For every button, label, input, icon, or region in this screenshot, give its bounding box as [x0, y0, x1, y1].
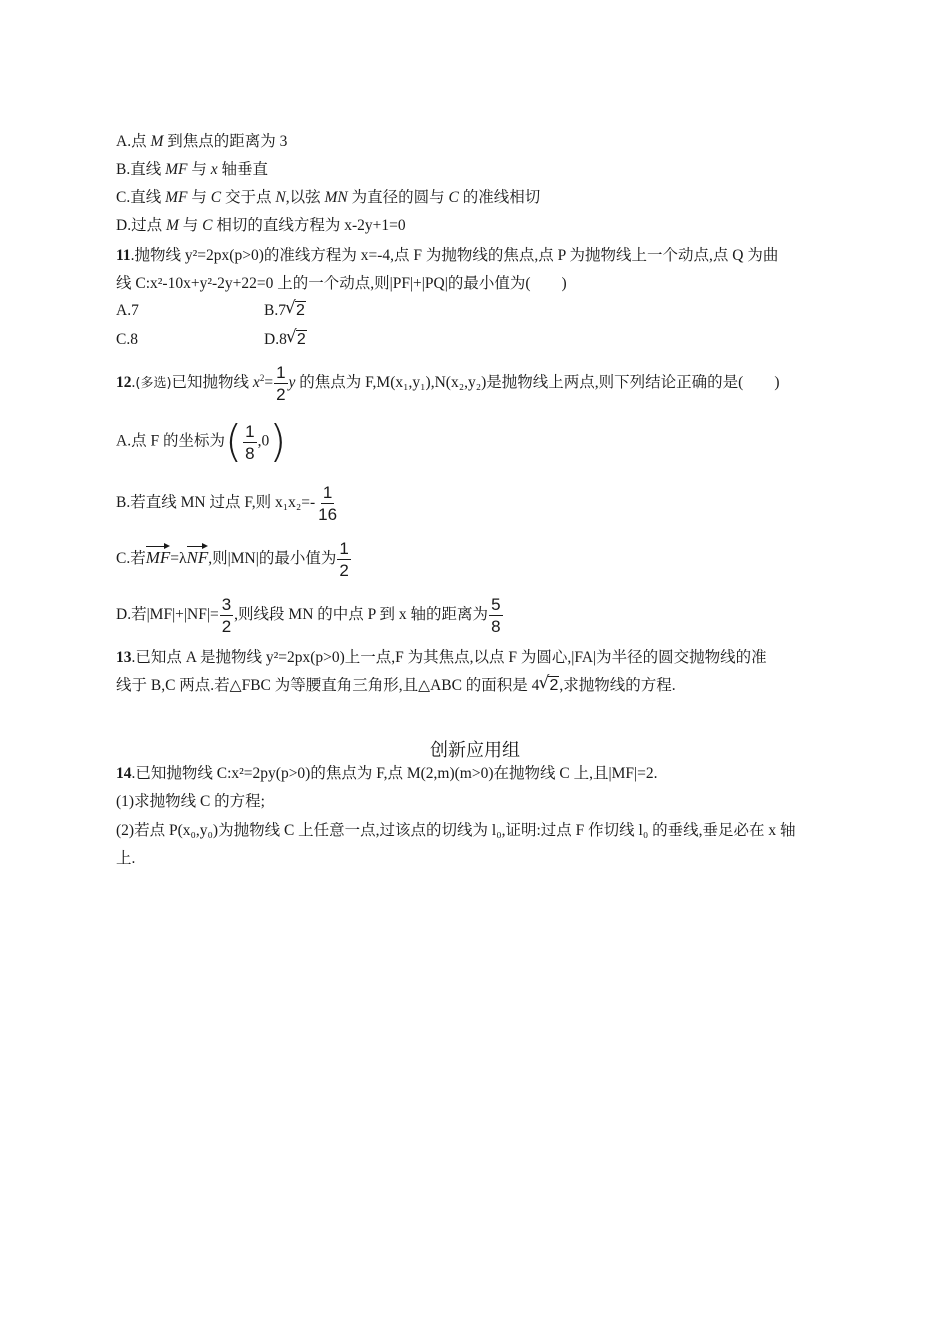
- numerator: 1: [322, 483, 333, 502]
- math-var: MF: [165, 161, 188, 178]
- text: .已知抛物线 C:x²=2py(p>0)的焦点为 F,点 M(2,m)(m>0)在抛物线 C 上,且|MF|=2.: [131, 765, 658, 782]
- denominator: 2: [276, 385, 286, 404]
- q11-stem-line2: [116, 274, 567, 294]
- text: B.若直线 MN 过点 F,则 x₁x₂=-: [116, 494, 316, 512]
- denominator: 8: [491, 617, 501, 636]
- fraction: [316, 482, 339, 525]
- text: 线于 B,C 两点.若△FBC 为等腰直角三角形,且△ABC 的面积是 4: [116, 677, 540, 694]
- q14-sub2-line2: [116, 849, 135, 869]
- text: 的准线相切: [458, 189, 541, 206]
- text: 轴垂直: [217, 161, 269, 178]
- text: 线 C:x²-10x+y²-2y+22=0 上的一个动点,则|PF|+|PQ|的最小值为( ): [116, 275, 567, 292]
- radicand: 2: [296, 331, 306, 348]
- equation: x-2y+1=0: [344, 217, 406, 234]
- fraction: [337, 538, 350, 581]
- math-var: y: [288, 374, 296, 392]
- math-var: N: [275, 189, 286, 206]
- text: D.过点: [116, 217, 166, 234]
- math-var: M: [165, 217, 179, 234]
- numerator: 1: [339, 539, 349, 558]
- text: 与: [178, 217, 203, 234]
- text: 的焦点为 F,M(x₁,y₁),N(x₂,y₂)是抛物线上两点,则下列结论正确的是( ): [295, 374, 780, 392]
- text: =: [264, 374, 274, 392]
- question-number: 12: [116, 374, 132, 392]
- math-var: MF: [165, 189, 188, 206]
- q14-stem: [116, 764, 657, 784]
- text: 上.: [116, 850, 136, 867]
- q12-option-d: [116, 594, 504, 637]
- fraction: [243, 421, 256, 464]
- text: C.若: [116, 550, 146, 568]
- radical: [539, 676, 559, 696]
- fraction: [220, 594, 233, 637]
- vector-nf: NF: [187, 544, 209, 568]
- text: =λ: [170, 550, 187, 568]
- denominator: 8: [245, 443, 255, 463]
- left-paren: (: [224, 416, 243, 467]
- superscript: 2: [259, 372, 265, 383]
- text: B.直线: [116, 161, 166, 178]
- q11-option-a: [116, 301, 139, 321]
- q11-stem-line1: [116, 246, 778, 266]
- denominator: 2: [339, 561, 349, 580]
- numerator: 5: [491, 595, 501, 614]
- math-var: C: [210, 189, 222, 206]
- right-paren: ): [269, 416, 287, 467]
- text: (1)求抛物线 C 的方程;: [116, 793, 265, 810]
- text: ,则线段 MN 的中点 P 到 x 轴的距离为: [234, 606, 489, 624]
- text: A.7: [116, 302, 139, 319]
- math-var: MN: [324, 189, 348, 206]
- multi-select-tag: (多选): [135, 376, 172, 392]
- math-var: C: [448, 189, 459, 206]
- q12-stem: [116, 362, 780, 405]
- q14-sub2-line1: [116, 821, 796, 841]
- numerator: 1: [276, 363, 286, 382]
- question-number: 14: [116, 765, 132, 782]
- q14-sub1: [116, 792, 265, 812]
- question-number: 11: [116, 247, 131, 264]
- fraction: [489, 594, 502, 637]
- radical: [286, 301, 306, 321]
- text: .抛物线 y²=2px(p>0)的准线方程为 x=-4,点 F 为抛物线的焦点,点 P 为抛物线上一个动点,点 Q 为曲: [130, 247, 779, 264]
- denominator: 16: [318, 505, 338, 524]
- text: C.8: [116, 331, 138, 348]
- text: 已知抛物线: [171, 374, 253, 392]
- math-var: M: [150, 133, 164, 150]
- text: .已知点 A 是抛物线 y²=2px(p>0)上一点,F 为其焦点,以点 F 为圆心,|FA|为半径的圆交抛物线的准: [131, 649, 767, 666]
- q11-option-c: [116, 330, 138, 350]
- q13-stem-line2: [116, 676, 676, 696]
- text: 与: [187, 189, 211, 206]
- radical: [287, 330, 307, 350]
- text: 为直径的圆与: [347, 189, 449, 206]
- text: D.8: [264, 331, 287, 348]
- radicand: 2: [549, 677, 559, 694]
- question-number: 13: [116, 649, 132, 666]
- q13-stem-line1: [116, 648, 767, 668]
- q11-option-b: [264, 301, 306, 321]
- q12-option-b: [116, 482, 340, 525]
- text: A.点 F 的坐标为: [116, 432, 225, 450]
- numerator: 1: [245, 421, 255, 441]
- text: C.直线: [116, 189, 166, 206]
- fraction: [274, 362, 287, 405]
- text: 与: [187, 161, 211, 178]
- q12-option-c: [116, 538, 352, 581]
- text: ,以弦: [285, 189, 325, 206]
- section-title: 创新应用组: [430, 740, 520, 761]
- text: ,0: [257, 432, 270, 450]
- q12-option-a: [116, 416, 287, 467]
- q11-option-d: [264, 330, 307, 350]
- text: B.7: [264, 302, 286, 319]
- denominator: 2: [221, 617, 232, 636]
- text: D.若|MF|+|NF|=: [116, 606, 219, 624]
- text: ,则|MN|的最小值为: [208, 550, 337, 568]
- math-var: C: [202, 217, 213, 234]
- math-var: x: [210, 161, 218, 178]
- text: A.点: [116, 133, 151, 150]
- radicand: 2: [295, 302, 305, 319]
- q10-option-b: [116, 160, 268, 180]
- text: (2)若点 P(x₀,y₀)为抛物线 C 上任意一点,过该点的切线为 l₀,证明:过点 F 作切线 l₀ 的垂线,垂足必在 x 轴: [116, 822, 796, 839]
- math-expr: x: [252, 374, 260, 392]
- text: 到焦点的距离为 3: [163, 133, 288, 150]
- text: 相切的直线方程为: [212, 217, 345, 234]
- q10-option-c: [116, 188, 540, 208]
- vector-mf: MF: [146, 544, 171, 568]
- q10-option-a: [116, 132, 287, 152]
- q10-option-d: [116, 216, 406, 236]
- numerator: 3: [221, 595, 232, 614]
- text: .: [131, 374, 136, 392]
- text: ,求抛物线的方程.: [559, 677, 676, 694]
- text: 交于点: [221, 189, 276, 206]
